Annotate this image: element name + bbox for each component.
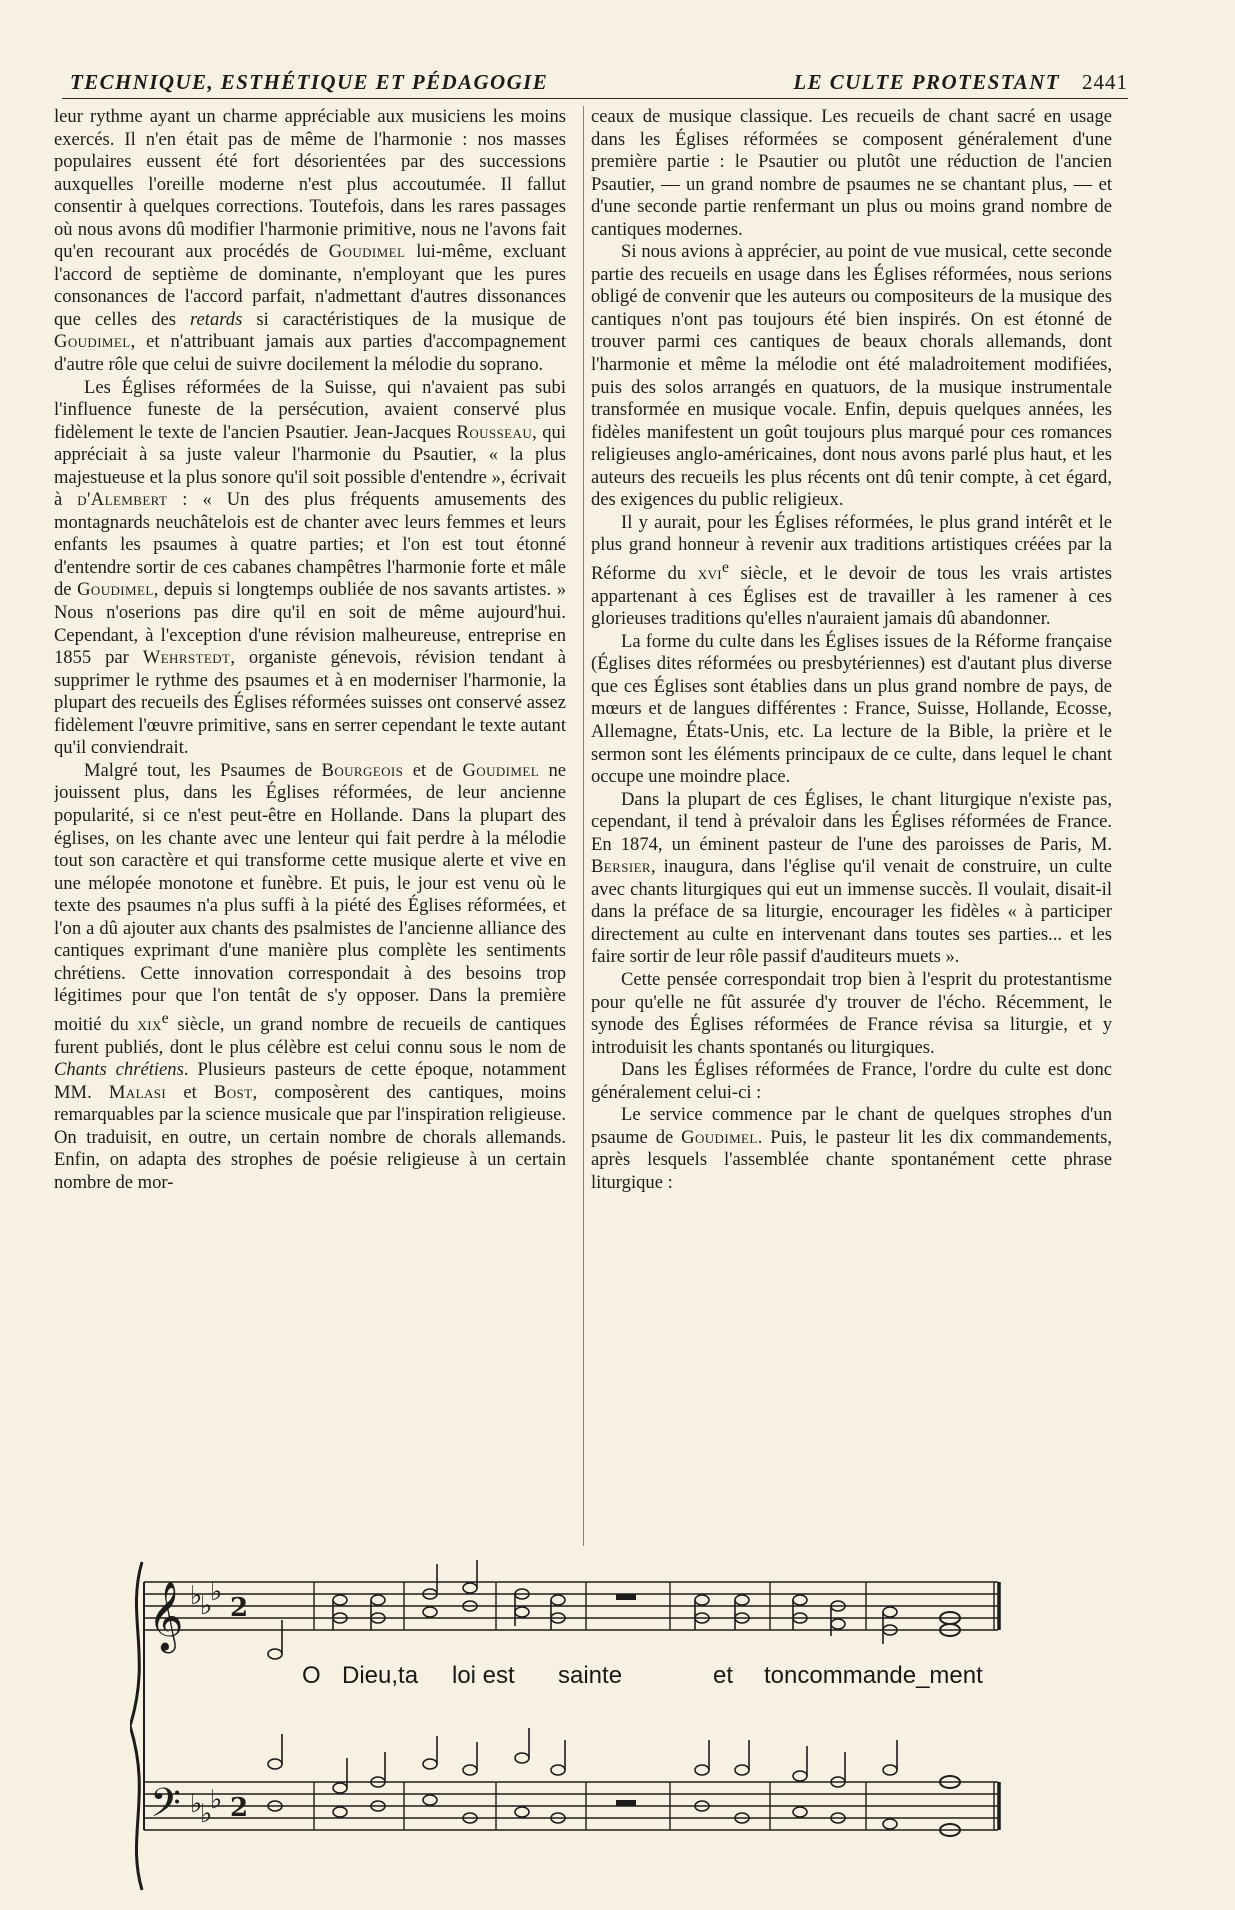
svg-text:2: 2 bbox=[230, 1793, 249, 1823]
running-header bbox=[70, 64, 1128, 100]
music-staves bbox=[130, 1556, 1130, 1896]
music-score bbox=[130, 1556, 1130, 1896]
lyric-syllable: O bbox=[302, 1662, 321, 1689]
header-rule bbox=[62, 98, 1128, 99]
right-column bbox=[591, 106, 1112, 1546]
paragraph: Les Églises réformées de la Suisse, qui n'avaient pas subi l'influence funeste de la persécution, avaient conservé plus fidèlement le texte de l'ancien Psautier. Jean-Jacques Rousseau, qui appréciait à sa juste valeur l'harmonie du Psautier, « la plus majestueuse et la plus sonore qu'il soit possible d'entendre », écrivait à d'Alembert : « Un des plus fréquents amusements des montagnards neuchâtelois est de chanter avec leurs femmes et leurs enfants les psaumes à quatre parties; et l'on est tout étonné d'entendre sortir de ces cabanes champêtres l'harmonie forte et mâle de Goudimel, depuis si longtemps oubliée de nos savants artistes. » Nous n'oserions pas dire qu'il en soit de même aujourd'hui. Cependant, à l'exception d'une révision malheureuse, entreprise en 1855 par Wehrstedt, organiste génevois, révision tendant à supprimer le rythme des psaumes et à en moderniser l'harmonie, la plupart des recueils des Églises réformées suisses ont conservé assez fidèlement l'œuvre primitive, sans en serrer cependant le texte autant qu'il conviendrait. bbox=[54, 376, 566, 759]
paragraph: Il y aurait, pour les Églises réformées, le plus grand intérêt et le plus grand honneur à revenir aux traditions artistiques créées par la Réforme du xvi$^e$ siècle, et le devoir de tous les vrais artistes appartenant à ces Églises est de travailler à les ramener à ces glorieuses traditions qu'elles n'auraient jamais dû abandonner. bbox=[591, 511, 1112, 630]
header-section-title: TECHNIQUE, ESTHÉTIQUE ET PÉDAGOGIE bbox=[70, 70, 549, 94]
paragraph: Malgré tout, les Psaumes de Bourgeois et de Goudimel ne jouissent plus, dans les Églises réformées, de leur ancienne popularité, si ce n'est peut-être en Hollande. Dans la plupart des églises, on les chante avec une lenteur qui fait perdre à la mélodie tout son caractère et qui transforme cette musique alerte et vive en une mélopée monotone et funèbre. Et puis, le jour est venu où le texte des psaumes n'a plus suffi à la piété des Églises réformées, et l'on a dû ajouter aux chants des psalmistes de l'ancienne alliance des cantiques exprimant d'une manière plus complète les sentiments chrétiens. Cette innovation correspondait à des besoins trop légitimes pour que l'on tentât de s'y opposer. Dans la première moitié du xix$^e$ siècle, un grand nombre de recueils de cantiques furent publiés, dont le plus célèbre est celui connu sous le nom de Chants chrétiens. Plusieurs pasteurs de cette époque, notamment MM. Malasi et Bost, composèrent des cantiques, moins remarquables par la science musicale que par l'inspiration religieuse. On traduisit, en outre, un certain nombre de chorals allemands. Enfin, on adapta des strophes de poésie religieuse à un certain nombre de mor- bbox=[54, 759, 566, 1193]
header-chapter-title: LE CULTE PROTESTANT bbox=[793, 70, 1060, 94]
lyric-syllable: toncommande_ment bbox=[764, 1662, 983, 1689]
treble-clef-icon: 𝄞 bbox=[148, 1581, 184, 1651]
paragraph: Cette pensée correspondait trop bien à l'esprit du protestantisme pour qu'elle ne fût assurée d'y trouver de l'écho. Récemment, le synode des Églises réformées de France révisa sa liturgie, et y introduisit les chants spontanés ou liturgiques. bbox=[591, 968, 1112, 1058]
column-divider bbox=[583, 106, 584, 1546]
lyric-syllable: Dieu,ta bbox=[342, 1662, 419, 1689]
svg-text:♭: ♭ bbox=[210, 1785, 223, 1815]
page-number: 2441 bbox=[1082, 70, 1128, 94]
paragraph: ceaux de musique classique. Les recueils de chant sacré en usage dans les Églises réformées se composent généralement d'une première partie : le Psautier ou plutôt une réduction de l'ancien Psautier, — un grand nombre de psaumes ne se chantant plus, — et d'une seconde partie renfermant un plus ou moins grand nombre de cantiques modernes. bbox=[591, 106, 1112, 240]
svg-text:♭: ♭ bbox=[190, 1581, 203, 1611]
paragraph: Dans les Églises réformées de France, l'ordre du culte est donc généralement celui-ci : bbox=[591, 1059, 1112, 1103]
svg-text:2: 2 bbox=[230, 1593, 249, 1623]
svg-text:♭: ♭ bbox=[200, 1799, 213, 1829]
paragraph: leur rythme ayant un charme appréciable aux musiciens les moins exercés. Il n'en était pas de même de l'harmonie : nos masses populaires eussent été fort désorientées par des successions auxquelles l'oreille moderne n'est plus accoutumée. Il fallut consentir à quelques corrections. Toutefois, dans les rares passages où nous avons dû modifier l'harmonie primitive, nous ne l'avons fait qu'en recourant aux procédés de Goudimel lui-même, excluant l'accord de septième de dominante, n'employant que les pures consonances de l'accord parfait, n'admettant d'autres dissonances que celles des retards si caractéristiques de la musique de Goudimel, et n'attribuant jamais aux parties d'accompagnement d'autre rôle que celui de suivre docilement la mélodie du soprano. bbox=[54, 106, 566, 376]
lyric-syllable: loi est bbox=[452, 1662, 515, 1689]
bass-clef-icon: 𝄢 bbox=[150, 1780, 181, 1836]
svg-text:♭: ♭ bbox=[190, 1789, 203, 1819]
svg-text:♭: ♭ bbox=[200, 1591, 213, 1621]
svg-text:♭: ♭ bbox=[210, 1577, 223, 1607]
lyric-syllable: sainte bbox=[558, 1662, 623, 1689]
header-right bbox=[793, 70, 1128, 95]
paragraph: Si nous avions à apprécier, au point de vue musical, cette seconde partie des recueils en usage dans les Églises réformées, nous serions obligé de convenir que les auteurs ou compositeurs de la musique des cantiques n'ont pas toujours été bien inspirés. On est étonné de trouver parmi ces cantiques de beaux chorals allemands, dont l'harmonie et même la mélodie ont été maladroitement modifiées, puis des solos arrangés en quatuors, de la musique instrumentale transformée en musique vocale. Enfin, depuis quelques années, les fidèles manifestent un goût toujours plus marqué pour ces romances religieuses anglo-américaines, dont nous avons parlé plus haut, et les auteurs des recueils les plus récents ont dû tenir compte, à cet égard, des exigences du public religieux. bbox=[591, 241, 1112, 511]
left-column bbox=[54, 106, 566, 1546]
lyric-syllable: et bbox=[713, 1662, 734, 1689]
paragraph: Le service commence par le chant de quelques strophes d'un psaume de Goudimel. Puis, le pasteur lit les dix commandements, après lesquels l'assemblée chante spontanément cette phrase liturgique : bbox=[591, 1104, 1112, 1193]
paragraph: Dans la plupart de ces Églises, le chant liturgique n'existe pas, cependant, il tend à prévaloir dans les Églises réformées de France. En 1874, un éminent pasteur de l'une des paroisses de Paris, M. Bersier, inaugura, dans l'église qu'il venait de construire, un culte avec chants liturgiques qui eut un immense succès. Il voulait, disait-il dans la préface de sa liturgie, encourager les fidèles « à participer directement au culte en intervenant dans toutes ses parties... et les faire sortir de leur rôle passif d'auditeurs muets ». bbox=[591, 788, 1112, 968]
paragraph: La forme du culte dans les Églises issues de la Réforme française (Églises dites réformées ou presbytériennes) est d'autant plus diverse que ces Églises sont établies dans un plus grand nombre de pays, de mœurs et de langues différentes : France, Suisse, Hollande, Ecosse, Allemagne, États-Unis, etc. La lecture de la Bible, la prière et le sermon sont les éléments principaux de ce culte, dans lequel le chant occupe une moindre place. bbox=[591, 630, 1112, 788]
